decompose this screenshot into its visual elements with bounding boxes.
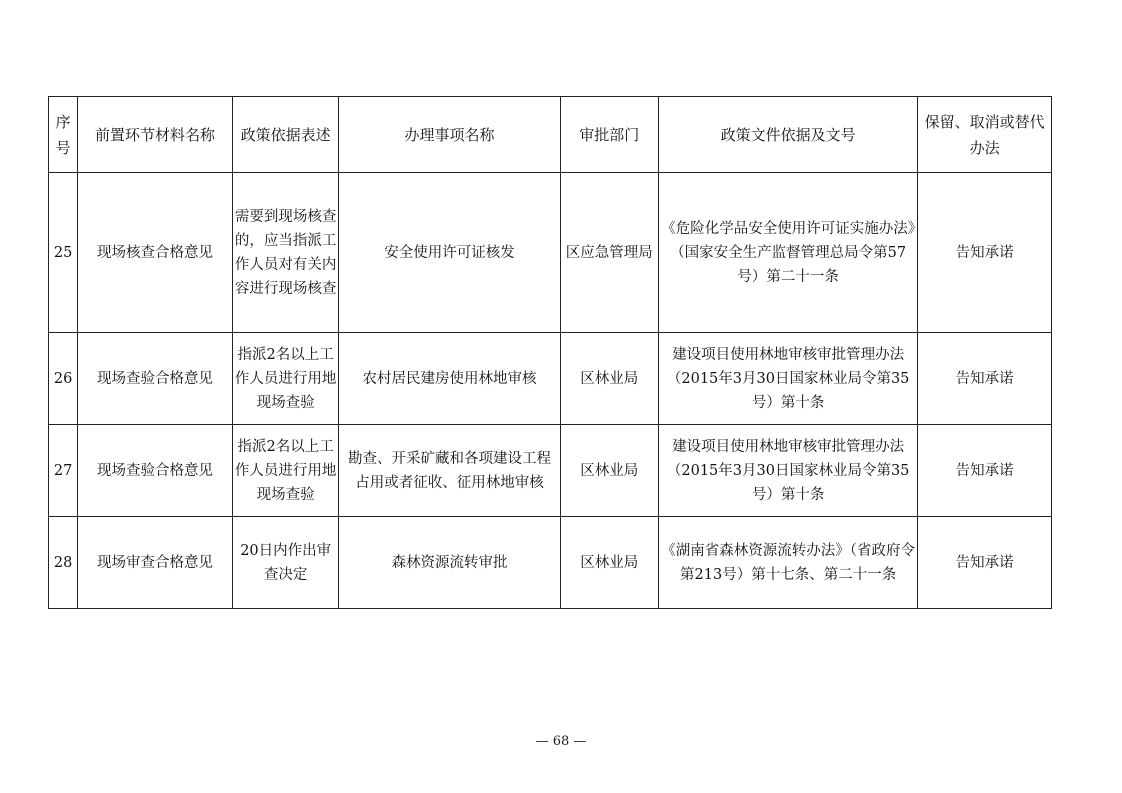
header-method: 保留、取消或替代办法 [918,97,1052,173]
table-row [49,333,1052,425]
cell-seq: 27 [49,425,78,517]
cell-seq: 25 [49,173,78,333]
cell-method: 告知承诺 [918,517,1052,609]
cell-material: 现场审查合格意见 [78,517,233,609]
cell-dept: 区应急管理局 [560,173,658,333]
cell-doc: 《湖南省森林资源流转办法》（省政府令第213号）第十七条、第二十一条 [659,517,918,609]
cell-dept: 区林业局 [560,425,658,517]
policy-table [48,96,1052,609]
cell-basis: 指派2名以上工作人员进行用地现场查验 [232,425,339,517]
header-item: 办理事项名称 [339,97,560,173]
header-dept: 审批部门 [560,97,658,173]
cell-material: 现场核查合格意见 [78,173,233,333]
cell-material: 现场查验合格意见 [78,425,233,517]
cell-item: 勘查、开采矿藏和各项建设工程占用或者征收、征用林地审核 [339,425,560,517]
table-row [49,425,1052,517]
table-row [49,173,1052,333]
cell-basis: 20日内作出审查决定 [232,517,339,609]
table-header-row [49,97,1052,173]
cell-dept: 区林业局 [560,333,658,425]
cell-material: 现场查验合格意见 [78,333,233,425]
cell-item: 安全使用许可证核发 [339,173,560,333]
cell-doc: 建设项目使用林地审核审批管理办法（2015年3月30日国家林业局令第35号）第十条 [659,425,918,517]
cell-seq: 28 [49,517,78,609]
header-material: 前置环节材料名称 [78,97,233,173]
cell-method: 告知承诺 [918,425,1052,517]
cell-item: 农村居民建房使用林地审核 [339,333,560,425]
cell-seq: 26 [49,333,78,425]
table-row [49,517,1052,609]
header-doc: 政策文件依据及文号 [659,97,918,173]
cell-basis: 需要到现场核查的，应当指派工作人员对有关内容进行现场核查 [232,173,339,333]
cell-item: 森林资源流转审批 [339,517,560,609]
header-basis: 政策依据表述 [232,97,339,173]
cell-method: 告知承诺 [918,173,1052,333]
cell-dept: 区林业局 [560,517,658,609]
cell-doc: 建设项目使用林地审核审批管理办法（2015年3月30日国家林业局令第35号）第十条 [659,333,918,425]
cell-method: 告知承诺 [918,333,1052,425]
cell-basis: 指派2名以上工作人员进行用地现场查验 [232,333,339,425]
cell-doc: 《危险化学品安全使用许可证实施办法》（国家安全生产监督管理总局令第57号）第二十一条 [659,173,918,333]
page-number: — 68 — [535,734,587,749]
header-seq: 序号 [49,97,78,173]
